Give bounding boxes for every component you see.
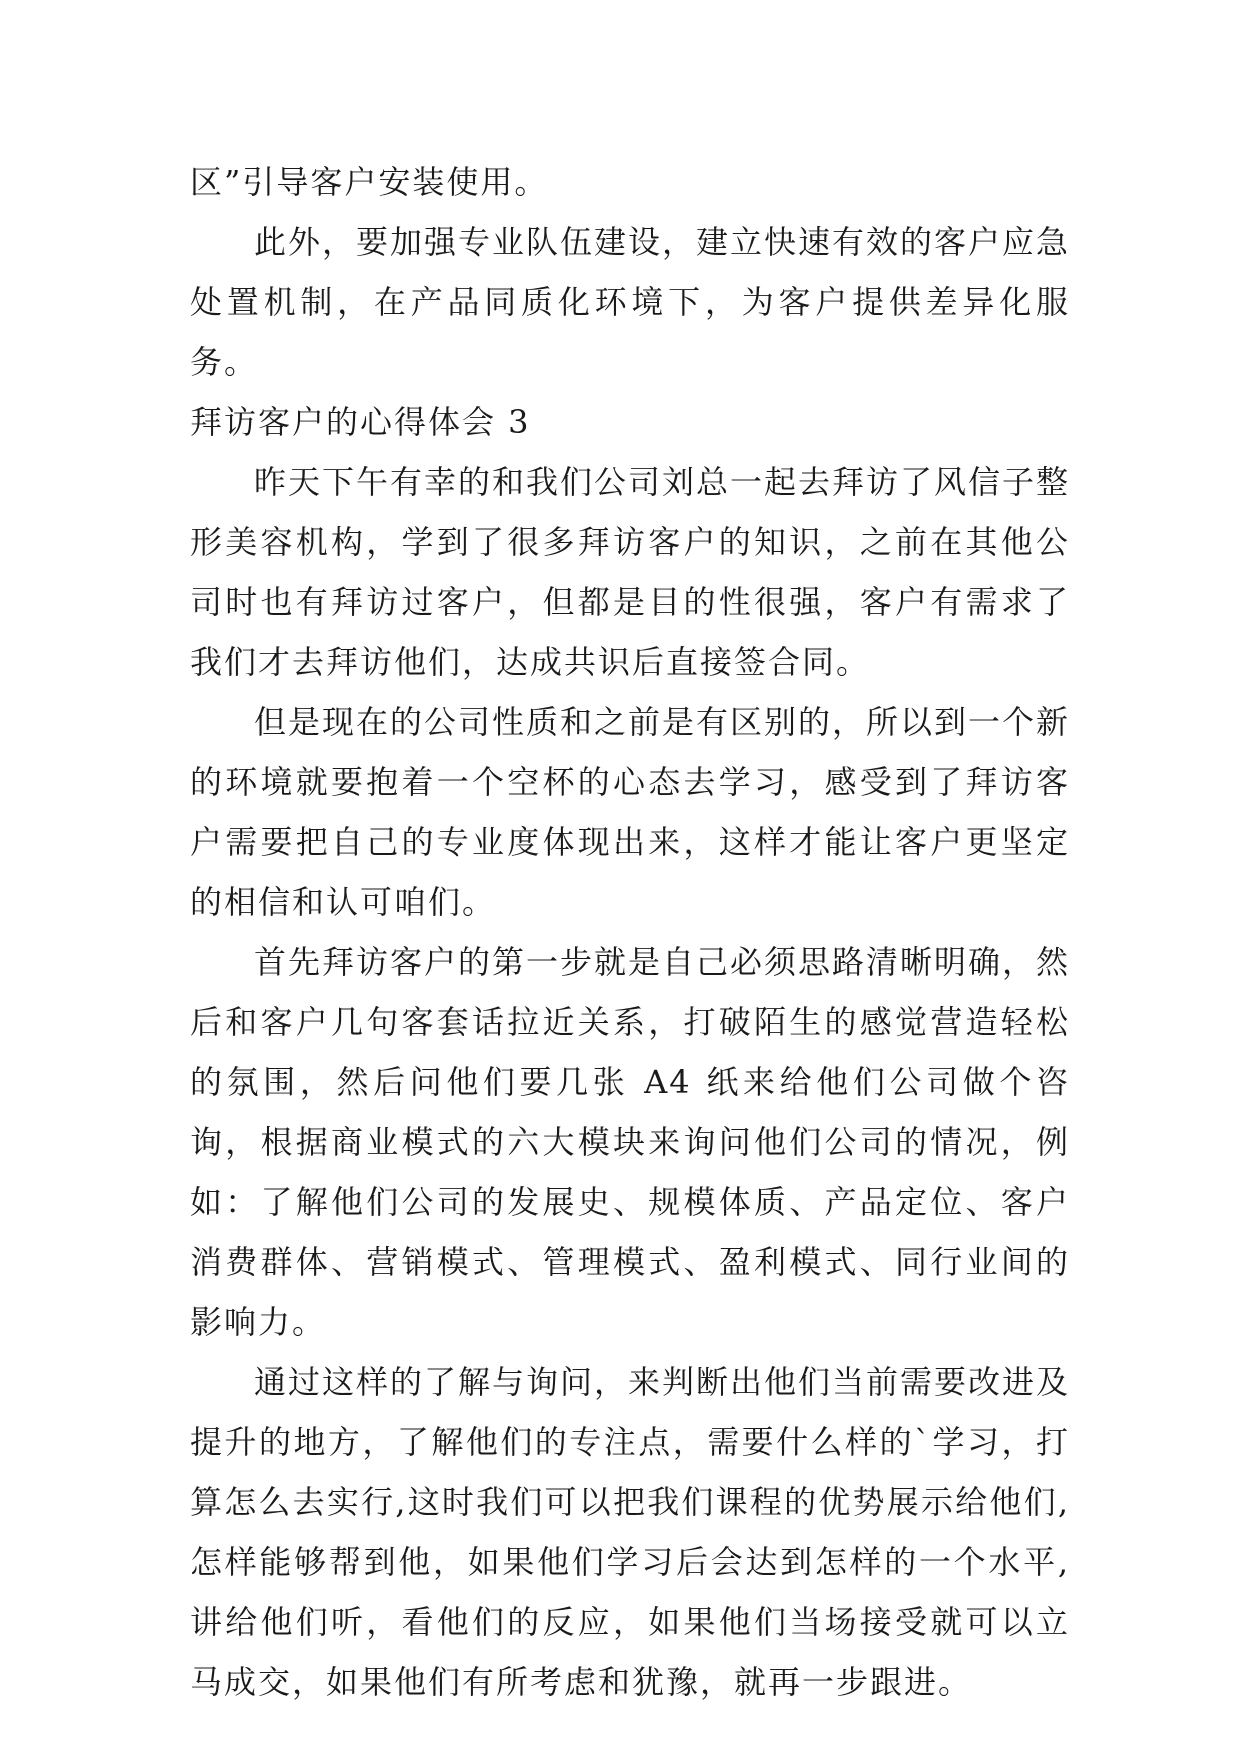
body-paragraph: 昨天下午有幸的和我们公司刘总一起去拜访了风信子整形美容机构，学到了很多拜访客户的知识，之前在其他公司时也有拜访过客户，但都是目的性很强，客户有需求了我们才去拜访他们，达成共识后直接签合同。 (190, 463, 1071, 681)
document-body (190, 152, 1070, 1712)
body-paragraph: 此外，要加强专业队伍建设，建立快速有效的客户应急处置机制，在产品同质化环境下，为客户提供差异化服务。 (190, 223, 1071, 381)
body-paragraph: 但是现在的公司性质和之前是有区别的，所以到一个新的环境就要抱着一个空杯的心态去学习，感受到了拜访客户需要把自己的专业度体现出来，这样才能让客户更坚定的相信和认可咱们。 (190, 703, 1071, 921)
body-paragraph: 通过这样的了解与询问，来判断出他们当前需要改进及提升的地方，了解他们的专注点，需要什么样的`学习，打算怎么去实行,这时我们可以把我们课程的优势展示给他们,怎样能够帮到他，如果他们学习后会达到怎样的一个水平,讲给他们听，看他们的反应，如果他们当场接受就可以立马成交，如果他们有所考虑和犹豫，就再一步跟进。 (190, 1363, 1071, 1701)
body-paragraph: 首先拜访客户的第一步就是自己必须思路清晰明确，然后和客户几句客套话拉近关系，打破陌生的感觉营造轻松的氛围，然后问他们要几张 A4 纸来给他们公司做个咨询，根据商业模式的六大模块来询问他们公司的情况，例如：了解他们公司的发展史、规模体质、产品定位、客户消费群体、营销模式、管理模式、盈利模式、同行业间的影响力。 (190, 943, 1071, 1341)
continuation-paragraph: 区”引导客户安装使用。 (190, 163, 549, 201)
section-heading: 拜访客户的心得体会 3 (190, 403, 531, 441)
